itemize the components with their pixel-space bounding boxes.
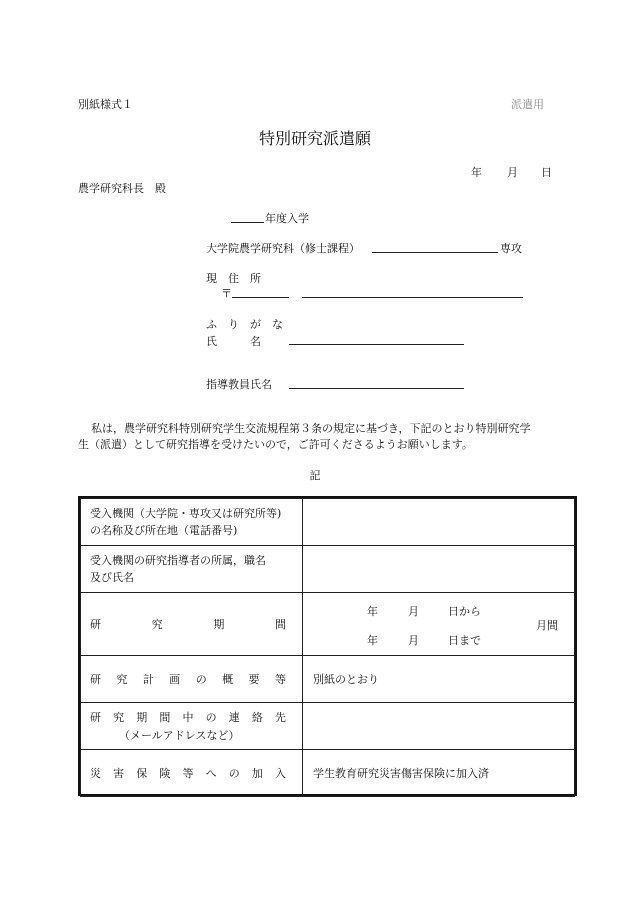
contact-field[interactable] [303,703,575,750]
period-label-char: 期 [213,618,225,631]
insurance-label-char: 険 [159,767,171,780]
contact-label-char: 中 [182,711,194,724]
host-supervisor-field[interactable] [303,546,575,593]
major-suffix: 専攻 [500,242,522,255]
enrollment-year-field[interactable] [231,222,264,223]
contact-sublabel: （メールアドレスなど） [119,729,240,742]
form-number: 別紙様式１ [78,98,133,111]
name-label: 氏 名 [206,335,261,348]
period-from-month: 月 [408,605,419,618]
insurance-label-char: 災 [90,767,101,780]
date-day-label: 日 [541,166,552,179]
contact-label-char: 研 [90,711,101,724]
host-institution-label-line2: の名称及び所在地（電話番号) [90,524,238,537]
table-row [81,656,575,703]
addressee: 農学研究科長 殿 [78,182,166,195]
plan-label-char: 概 [222,673,234,686]
contact-label [81,703,303,750]
insurance-label-char: 保 [136,767,148,780]
enrollment-label: 年度入学 [265,212,309,225]
postal-mark: 〒 [221,287,232,300]
address-label: 現 住 所 [206,272,261,285]
period-field[interactable] [303,593,575,656]
program-label: 大学院農学研究科（修士課程） [206,242,360,255]
request-text-line1: 私は，農学研究科特別研究学生交流規程第３条の規定に基づき，下記のとおり特別研究学 [91,422,531,435]
table-row [81,499,575,546]
insurance-label-char: 等 [182,767,194,780]
insurance-label-char: の [228,767,240,780]
insurance-label-char: へ [205,767,217,780]
period-label-char: 間 [274,618,286,631]
plan-label-char: 等 [274,673,286,686]
plan-label-char: 画 [169,673,181,686]
advisor-field[interactable] [289,388,464,389]
name-field[interactable] [289,344,464,345]
plan-label-char: 研 [90,673,101,686]
contact-label-char: 究 [113,711,125,724]
request-text-line2: 生（派遣）として研究指導を受けたいので，ご許可くださるようお願いします。 [78,438,473,451]
date-year-label: 年 [471,166,482,179]
advisor-label: 指導教員氏名 [206,378,272,391]
contact-label-char: 間 [159,711,171,724]
plan-label [81,656,303,703]
period-from-day: 日から [448,605,481,618]
period-to-day: 日まで [448,634,481,647]
ki-heading: 記 [309,469,321,482]
host-institution-field[interactable] [303,499,575,546]
details-table [78,496,577,796]
insurance-label-char: 加 [251,767,263,780]
contact-label-char: 連 [228,711,240,724]
contact-label-char: 期 [136,711,148,724]
period-to-year: 年 [367,634,378,647]
postal-code-field[interactable] [232,297,289,298]
period-label-char: 究 [151,618,163,631]
insurance-label-char: 入 [275,767,286,780]
period-to-month: 月 [408,634,419,647]
furigana-label: ふ り が な [206,318,283,331]
period-label-char: 研 [90,618,101,631]
plan-field[interactable]: 別紙のとおり [303,656,575,703]
host-supervisor-label-line2: 及び氏名 [90,571,134,584]
host-supervisor-label-line1: 受入機関の研究指導者の所属，職名 [90,553,266,567]
table-row [81,593,575,656]
period-label [81,593,303,656]
major-field[interactable] [372,252,498,253]
contact-label-char: の [205,711,217,724]
page-title: 特別研究派遣願 [258,129,371,148]
date-month-label: 月 [507,166,518,179]
table-row [81,703,575,750]
contact-label-char: 絡 [251,711,263,724]
period-from-year: 年 [367,605,378,618]
copy-type-label: 派遣用 [511,98,544,111]
insurance-label-char: 害 [113,767,125,780]
insurance-field[interactable]: 学生教育研究災害傷害保険に加入済 [303,750,575,797]
plan-label-char: 究 [116,673,128,686]
host-institution-label [81,499,303,546]
host-supervisor-label [81,546,303,593]
period-months: 月間 [536,619,558,632]
plan-label-char: 要 [248,673,260,686]
contact-label-char: 先 [275,711,286,724]
plan-label-char: 計 [142,673,154,686]
address-field[interactable] [302,297,523,298]
table-row [81,546,575,593]
host-institution-label-line1: 受入機関（大学院・専攻又は研究所等) [90,506,282,520]
plan-label-char: の [195,673,207,686]
insurance-label [81,750,303,797]
table-row [81,750,575,797]
